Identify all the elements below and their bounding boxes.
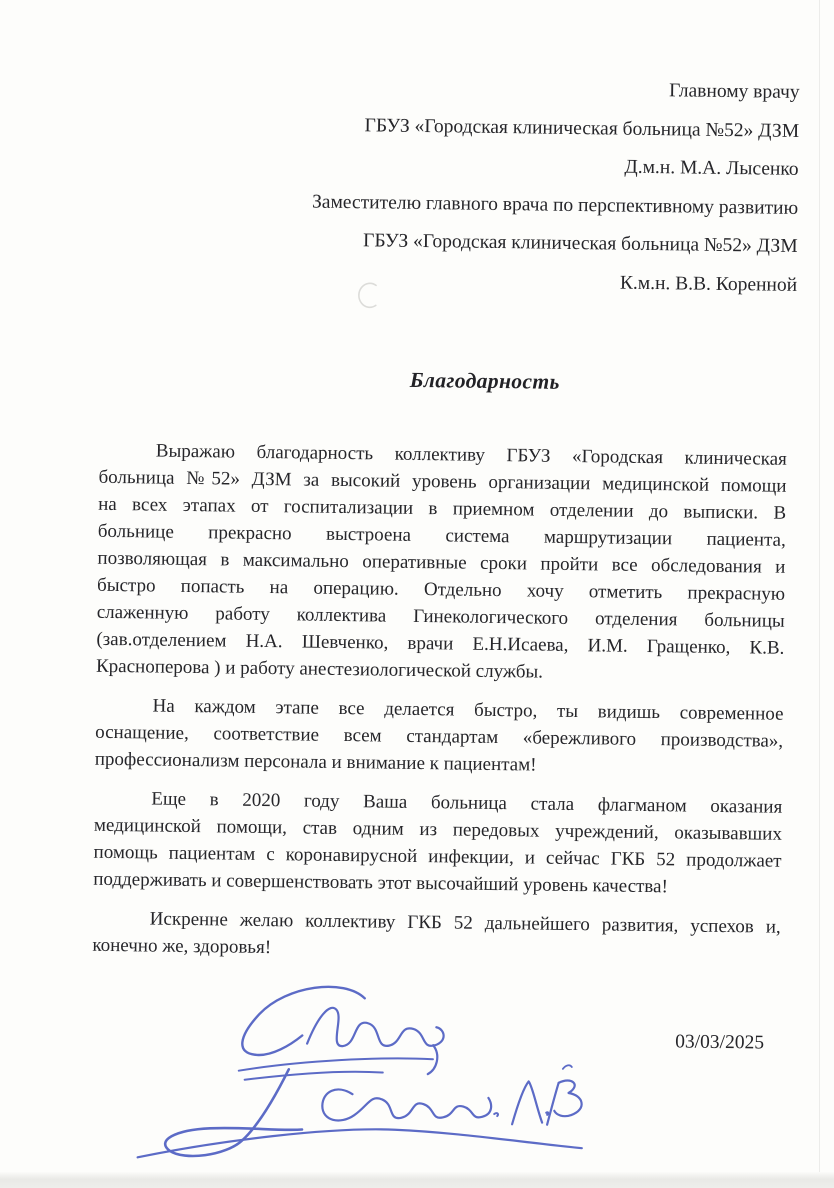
- text-line: на всех этапах от госпитализации в приемном отделении до выписки. В: [98, 493, 787, 524]
- letter-body: [92, 437, 787, 968]
- addressee-line: К.м.н. В.В. Коренной: [619, 272, 798, 296]
- text-line: профессионализм персонала и внимание к пациентам!: [94, 748, 537, 776]
- addressee-line: ГБУЗ «Городская клиническая больница №52» ДЗМ: [362, 230, 798, 258]
- text-line: На каждом этапе все делается быстро, ты видишь современное: [152, 695, 784, 725]
- text-line: больница №52» ДЗМ за высокий уровень организации медицинской помощи: [98, 466, 787, 497]
- text-line: помощь пациентам с коронавирусной инфекции, и сейчас ГКБ 52 продолжает: [93, 841, 782, 872]
- text-line: медицинской помощи, став одним из передовых учреждений, оказывавших: [93, 814, 783, 845]
- text-line: Еще в 2020 году Ваша больница стала флагманом оказания: [151, 788, 783, 818]
- text-line: Красноперова ) и работу анестезиологической службы.: [95, 655, 544, 683]
- addressee-line: Заместителю главного врача по перспективному развитию: [311, 191, 799, 219]
- text-line: Выражаю благодарность коллективу ГБУЗ «Городская клиническая: [155, 440, 787, 470]
- letter-date: 03/03/2025: [675, 1031, 765, 1054]
- text-line: позволяющая в максимально оперативные сроки пройти все обследования и: [97, 547, 786, 578]
- handwritten-signature: [129, 979, 692, 1181]
- addressee-block: [311, 68, 800, 306]
- paragraph: [96, 437, 787, 689]
- letter-title: Благодарность: [409, 367, 560, 394]
- text-line: слаженную работу коллектива Гинекологического отделения больницы: [96, 601, 785, 632]
- text-line: быстро попасть на операцию. Отдельно хочу отметить прекрасную: [96, 574, 786, 605]
- addressee-line: ГБУЗ «Городская клиническая больница №52» ДЗМ: [364, 114, 800, 142]
- paragraph: [92, 905, 781, 968]
- text-line: Искренне желаю коллективу ГКБ 52 дальнейшего развития, успехов и,: [149, 908, 781, 938]
- scan-edge-line: [819, 0, 820, 1188]
- text-line: больнице прекрасно выстроена система маршрутизации пациента,: [97, 520, 786, 551]
- text-line: (зав.отделением Н.А. Шевченко, врачи Е.Н.Исаева, И.М. Гращенко, К.В.: [96, 628, 785, 659]
- addressee-line: Д.м.н. М.А. Лысенко: [624, 156, 799, 181]
- paragraph: [93, 785, 782, 902]
- stray-pen-mark-icon: [356, 281, 382, 309]
- text-line: конечно же, здоровья!: [92, 934, 272, 959]
- text-line: поддерживать и совершенствовать этот высочайший уровень качества!: [93, 868, 668, 898]
- text-line: оснащение, соответствие всем стандартам «бережливого производства»,: [95, 721, 784, 752]
- scan-edge-shadow: [0, 1172, 834, 1188]
- paragraph: [95, 692, 784, 782]
- addressee-line: Главному врачу: [668, 80, 800, 103]
